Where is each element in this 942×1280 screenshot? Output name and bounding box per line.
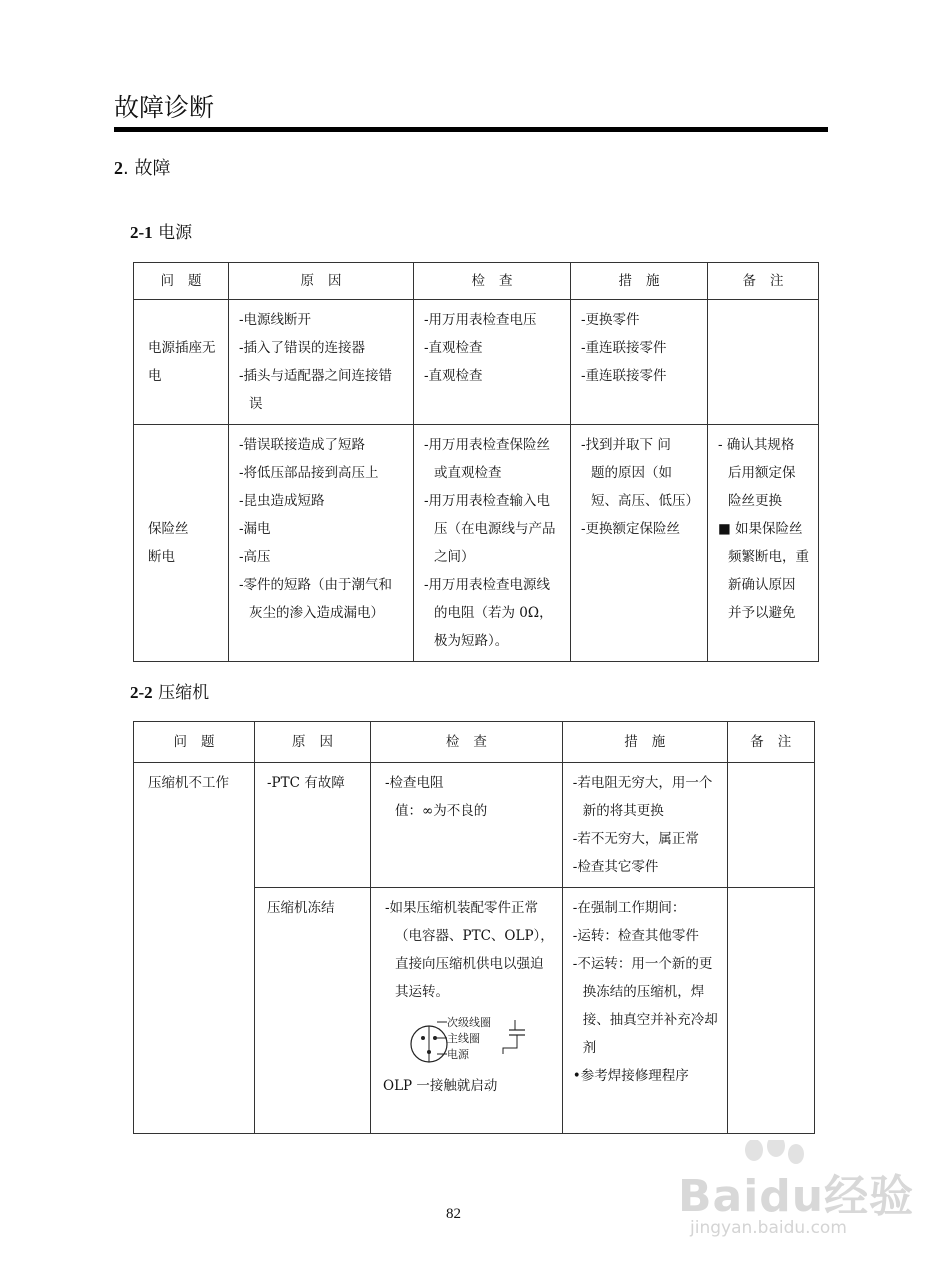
text-line: 直接向压缩机供电以强迫 — [395, 956, 544, 972]
check-cell — [371, 763, 563, 888]
terminal-dot — [433, 1036, 437, 1040]
paw-toe — [745, 1140, 763, 1161]
text-line: 题的原因（如 — [591, 465, 672, 481]
watermark-url: jingyan.baidu.com — [690, 1218, 847, 1238]
text-line: -如果压缩机装配零件正常 — [385, 900, 539, 916]
text-line: -检查电阻 — [385, 775, 444, 791]
table-row — [134, 300, 819, 425]
text-line: -更换零件 — [581, 312, 640, 328]
power-fault-table — [133, 262, 819, 662]
action-cell — [571, 425, 708, 662]
text-line: 压（在电源线与产品 — [434, 521, 556, 537]
diagram-label-main-coil: 主线圈 — [447, 1032, 480, 1045]
check-cell — [371, 888, 563, 1134]
text-line: 压缩机冻结 — [267, 900, 335, 916]
text-line: 或直观检查 — [434, 465, 502, 481]
compressor-wiring-diagram — [407, 1010, 547, 1072]
terminal-dot — [421, 1036, 425, 1040]
text-line: -漏电 — [239, 521, 271, 537]
text-line: ■ 如果保险丝 — [718, 521, 803, 537]
text-line: 后用额定保 — [728, 465, 796, 481]
check-cell — [414, 425, 571, 662]
text-line: -若不无穷大，属正常 — [572, 831, 699, 847]
header-check: 检查 — [371, 722, 563, 763]
text-line: -零件的短路（由于潮气和 — [239, 577, 393, 593]
page-title: 故障诊断 — [114, 93, 215, 122]
text-line: -插头与适配器之间连接错 — [239, 368, 393, 384]
text-line: -在强制工作期间： — [572, 900, 686, 916]
text-line: •参考焊接修理程序 — [572, 1068, 689, 1084]
text-line: 并予以避免 — [728, 605, 796, 621]
text-line: -不运转：用一个新的更 — [572, 956, 713, 972]
watermark-brand: Baidu经验 — [678, 1171, 915, 1222]
text-line: 剂 — [582, 1040, 597, 1056]
text-line: -若电阻无穷大，用一个 — [572, 775, 713, 791]
text-line: -直观检查 — [424, 368, 483, 384]
text-line: 断电 — [148, 549, 175, 565]
compressor-fault-table — [133, 721, 815, 1134]
problem-cell — [134, 425, 229, 662]
text-line: 值：∞为不良的 — [395, 803, 488, 819]
text-line: -用万用表检查电源线 — [424, 577, 551, 593]
section-separator: . — [123, 158, 129, 179]
subsection-number: 2-1 — [130, 223, 153, 242]
text-line: -高压 — [239, 549, 271, 565]
section-heading — [114, 154, 170, 180]
text-line: 极为短路）。 — [434, 633, 509, 649]
terminal-dot — [427, 1050, 431, 1054]
subsection-compressor-heading — [130, 678, 209, 703]
text-line: -用万用表检查输入电 — [424, 493, 551, 509]
text-line: -PTC 有故障 — [267, 775, 345, 791]
text-line: -将低压部品接到高压上 — [239, 465, 379, 481]
text-line: 电源插座无 — [148, 340, 216, 356]
table-row — [134, 425, 819, 662]
text-line: -用万用表检查保险丝 — [424, 437, 551, 453]
text-line: -更换额定保险丝 — [581, 521, 681, 537]
diagram-label-power: 电源 — [447, 1048, 469, 1061]
header-cause: 原因 — [229, 263, 414, 300]
text-line: -运转：检查其他零件 — [572, 928, 699, 944]
header-action: 措施 — [571, 263, 708, 300]
text-line: 误 — [249, 396, 263, 412]
note-cell — [727, 888, 814, 1134]
problem-cell — [134, 300, 229, 425]
action-cell — [571, 300, 708, 425]
note-cell — [727, 763, 814, 888]
text-line: -检查其它零件 — [572, 859, 659, 875]
header-note: 备注 — [727, 722, 814, 763]
text-line: -重连联接零件 — [581, 368, 667, 384]
text-line: 新的将其更换 — [582, 803, 664, 819]
section-title: 故障 — [134, 158, 171, 179]
cause-cell — [255, 888, 371, 1134]
paw-toe — [767, 1140, 785, 1157]
text-line: -找到并取下 问 — [581, 437, 671, 453]
text-line: -昆虫造成短路 — [239, 493, 325, 509]
text-line: 灰尘的渗入造成漏电） — [249, 605, 384, 621]
text-line: 之间） — [434, 549, 475, 565]
text-line: 电 — [148, 368, 162, 384]
header-note: 备注 — [708, 263, 819, 300]
page-number: 82 — [446, 1206, 461, 1222]
cause-cell — [229, 300, 414, 425]
diagram-label-secondary-coil: 次级线圈 — [447, 1016, 491, 1029]
text-line: 新确认原因 — [728, 577, 796, 593]
note-cell — [708, 425, 819, 662]
cause-cell — [229, 425, 414, 662]
text-line: 的电阻（若为 0Ω， — [434, 605, 553, 621]
table-header-row — [134, 722, 815, 763]
text-line: -电源线断开 — [239, 312, 312, 328]
olp-note: OLP 一接触就启动 — [383, 1078, 498, 1094]
text-line: 短、高压、低压） — [591, 493, 699, 509]
header-problem: 问题 — [134, 263, 229, 300]
text-line: -错误联接造成了短路 — [239, 437, 366, 453]
text-line: -直观检查 — [424, 340, 483, 356]
text-line: 接、抽真空并补充冷却 — [582, 1012, 718, 1028]
text-line: 保险丝 — [148, 521, 189, 537]
text-line: -重连联接零件 — [581, 340, 667, 356]
table-row — [134, 763, 815, 888]
action-cell — [562, 888, 727, 1134]
text-line: 频繁断电，重 — [728, 549, 809, 565]
cause-cell — [255, 763, 371, 888]
text-line: -用万用表检查电压 — [424, 312, 537, 328]
header-action: 措施 — [562, 722, 727, 763]
text-line: （电容器、PTC、OLP）， — [395, 928, 554, 944]
text-line: -插入了错误的连接器 — [239, 340, 366, 356]
subsection-title: 压缩机 — [158, 683, 210, 703]
text-line: 压缩机不工作 — [148, 775, 229, 791]
text-line: - 确认其规格 — [718, 437, 795, 453]
text-line: 换冻结的压缩机，焊 — [582, 984, 705, 1000]
problem-cell — [134, 763, 255, 1134]
check-cell — [414, 300, 571, 425]
note-cell — [708, 300, 819, 425]
header-problem: 问题 — [134, 722, 255, 763]
title-rule — [114, 127, 828, 132]
subsection-number: 2-2 — [130, 683, 153, 702]
action-cell — [562, 763, 727, 888]
table-header-row — [134, 263, 819, 300]
text-line: 险丝更换 — [728, 493, 782, 509]
text-line: 其运转。 — [395, 984, 449, 1000]
subsection-title: 电源 — [158, 223, 193, 243]
subsection-power-heading — [130, 218, 192, 243]
header-check: 检查 — [414, 263, 571, 300]
diagram-wire — [503, 1035, 517, 1054]
header-cause: 原因 — [255, 722, 371, 763]
section-number: 2 — [114, 158, 123, 178]
